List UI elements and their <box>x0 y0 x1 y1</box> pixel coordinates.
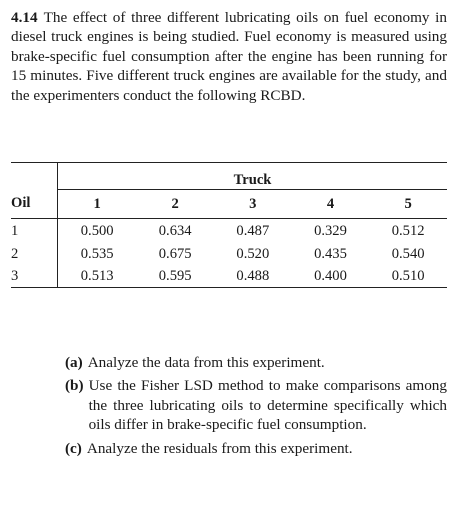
question-part-b <box>65 376 447 434</box>
truck-group-header: Truck <box>233 172 272 188</box>
data-table-container <box>11 162 447 288</box>
table-cell: 0.512 <box>391 222 425 239</box>
oil-label: 3 <box>11 265 58 288</box>
column-header: 3 <box>214 190 292 219</box>
table-cell: 0.510 <box>391 267 425 284</box>
column-header: 5 <box>369 190 447 219</box>
table-cell: 0.329 <box>314 222 347 239</box>
part-text: Use the Fisher LSD method to make comparisons among the three lubricating oils to determine specifically which oils differ in brake-specific fuel consumption. <box>88 377 447 434</box>
table-cell: 0.675 <box>158 245 192 262</box>
table-row <box>11 265 447 288</box>
table-cell: 0.487 <box>236 222 270 239</box>
table-row <box>11 219 447 244</box>
table-cell: 0.535 <box>80 245 114 262</box>
table-corner <box>11 163 58 190</box>
rcbd-data-table <box>11 162 447 288</box>
oil-label: 2 <box>11 243 58 265</box>
question-parts <box>65 353 447 462</box>
problem-statement <box>11 8 447 105</box>
column-header: 4 <box>292 190 370 219</box>
table-cell: 0.540 <box>391 245 425 262</box>
table-cell: 0.488 <box>236 267 270 284</box>
table-cell: 0.520 <box>236 245 270 262</box>
part-text: Analyze the data from this experiment. <box>87 354 325 371</box>
question-part-a <box>65 353 447 372</box>
table-cell: 0.500 <box>80 222 114 239</box>
table-cell: 0.634 <box>158 222 192 239</box>
problem-text: The effect of three different lubricating oils on fuel economy in diesel truck engines is being studied. Fuel economy is measured using brake-specific fuel consumption after the engine has been running for 15 minutes. Five different truck engines are available for the study, and the experimenters conduct the following RCBD. <box>11 9 447 104</box>
oil-label: 1 <box>11 219 58 244</box>
part-label: (c) <box>65 439 82 457</box>
table-cell: 0.595 <box>158 267 192 284</box>
oil-column-header: Oil <box>11 190 58 219</box>
part-text: Analyze the residuals from this experiment. <box>86 439 353 457</box>
table-row <box>11 243 447 265</box>
table-cell: 0.435 <box>314 245 347 262</box>
table-cell: 0.400 <box>314 267 347 284</box>
problem-number: 4.14 <box>11 9 38 26</box>
table-cell: 0.513 <box>80 267 114 284</box>
column-header: 1 <box>58 190 137 219</box>
part-label: (b) <box>65 377 84 395</box>
column-header: 2 <box>136 190 214 219</box>
question-part-c <box>65 439 447 458</box>
part-label: (a) <box>65 354 83 371</box>
